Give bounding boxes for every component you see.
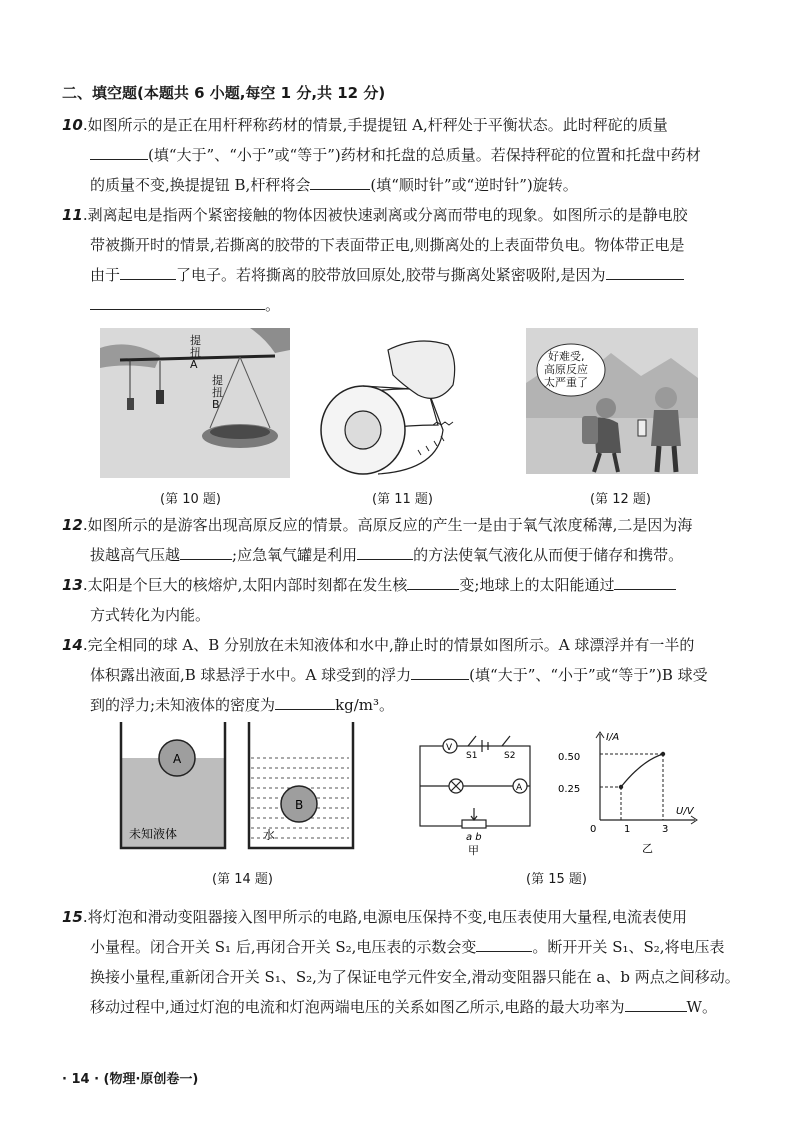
ball-b-label: B	[295, 798, 304, 812]
rheostat-symbol	[462, 820, 486, 828]
answer-blank[interactable]	[357, 545, 413, 560]
oxygen-can	[638, 420, 646, 436]
q14-line2a: 体积露出液面,B 球悬浮于水中。A 球受到的浮力	[90, 666, 412, 684]
switch-s2	[502, 736, 510, 746]
answer-blank[interactable]	[614, 575, 676, 590]
question-number: 12	[62, 516, 83, 534]
question-13	[62, 570, 762, 630]
x-tick-label: 1	[624, 824, 631, 835]
data-point	[661, 752, 665, 756]
figure-10-photo	[100, 328, 290, 478]
x-tick-label: 3	[662, 824, 669, 835]
q12-line2b: ;应急氧气罐是利用	[232, 546, 358, 564]
q11-line3b: 了电子。若将撕离的胶带放回原处,胶带与撕离处紧密吸附,是因为	[176, 266, 606, 284]
q11-line1: .剥离起电是指两个紧密接触的物体因被快速剥离或分离而带电的现象。如图所示的是静电胶	[82, 206, 688, 224]
circuit-diagram	[420, 736, 530, 828]
q11-line2: 带被撕开时的情景,若撕离的胶带的下表面带正电,则撕离处的上表面带负电。物体带正电是	[90, 236, 685, 254]
q14-line3a: 到的浮力;未知液体的密度为	[90, 696, 276, 714]
q14-line2b: (填“大于”、“小于”或“等于”)B 球受	[469, 666, 708, 684]
liquid-label: 未知液体	[129, 827, 178, 841]
data-point	[619, 785, 623, 789]
y-axis-label: I/A	[606, 732, 620, 743]
ammeter-label: A	[516, 783, 523, 793]
steelyard-weight	[156, 390, 164, 404]
label-a: 提扭 A	[190, 334, 201, 371]
q14-line3b: kg/m³。	[335, 696, 395, 714]
q14-line1: .完全相同的球 A、B 分别放在未知液体和水中,静止时的情景如图所示。A 球漂浮并有一半的	[82, 636, 695, 654]
q15-line1: .将灯泡和滑动变阻器接入图甲所示的电路,电源电压保持不变,电压表使用大量程,电流表使用	[82, 908, 687, 926]
yi-label: 乙	[642, 842, 653, 855]
figure-15-svg	[410, 728, 710, 858]
figure-12-cartoon	[526, 328, 698, 474]
q15-line3: 换接小量程,重新闭合开关 S₁、S₂,为了保证电学元件安全,滑动变阻器只能在 a、b 两点之间移动。	[90, 968, 740, 986]
q15-line4b: W。	[686, 998, 717, 1016]
x-tick-label: 0	[590, 824, 597, 835]
y-tick-label: 0.25	[558, 784, 581, 795]
label-b: 提扭 B	[212, 374, 223, 411]
question-number: 13	[62, 576, 83, 594]
jia-label: 甲	[468, 844, 479, 857]
page-footer: · 14 · (物理·原创卷一)	[62, 1072, 199, 1087]
figure-14-beakers	[115, 722, 365, 862]
bubble-text: 好难受, 高原反应 太严重了	[544, 350, 588, 389]
answer-blank[interactable]	[120, 265, 176, 280]
answer-blank[interactable]	[275, 695, 335, 710]
s2-label: S2	[504, 751, 516, 761]
q15-line4a: 移动过程中,通过灯泡的电流和灯泡两端电压的关系如图乙所示,电路的最大功率为	[90, 998, 625, 1016]
q10-line1: .如图所示的是正在用杆秤称药材的情景,手提提钮 A,杆秤处于平衡状态。此时秤砣的质量	[82, 116, 668, 134]
section-title: 二、填空题(本题共 6 小题,每空 1 分,共 12 分)	[62, 84, 386, 102]
figure-11-caption: (第 11 题)	[372, 492, 433, 507]
q11-line3a: 由于	[90, 266, 121, 284]
figure-15	[410, 728, 710, 858]
question-15	[62, 902, 762, 1022]
answer-blank[interactable]	[625, 997, 687, 1012]
answer-blank[interactable]	[180, 545, 232, 560]
answer-blank[interactable]	[411, 665, 469, 680]
helper-head	[655, 387, 677, 409]
tourist-head	[596, 398, 616, 418]
question-number: 14	[62, 636, 83, 654]
water-label: 水	[263, 828, 276, 842]
q13-line2: 方式转化为内能。	[90, 606, 211, 624]
q12-line1: .如图所示的是游客出现高原反应的情景。高原反应的产生一是由于氧气浓度稀薄,二是因为海	[82, 516, 693, 534]
q15-line2a: 小量程。闭合开关 S₁ 后,再闭合开关 S₂,电压表的示数会变	[90, 938, 477, 956]
iu-curve	[621, 754, 663, 787]
q10-line2: (填“大于”、“小于”或“等于”)药材和托盘的总质量。若保持秤砣的位置和托盘中药材	[148, 146, 701, 164]
answer-blank[interactable]	[90, 145, 148, 160]
voltmeter-label: V	[446, 743, 453, 753]
iu-graph	[558, 732, 697, 855]
figure-15-caption: (第 15 题)	[526, 872, 587, 887]
question-number: 11	[62, 206, 83, 224]
ab-label: a b	[466, 832, 482, 843]
figure-11-drawing	[318, 330, 488, 478]
question-11	[62, 200, 762, 320]
question-14	[62, 630, 762, 720]
x-axis-label: U/V	[676, 806, 694, 817]
q15-line2b: 。断开开关 S₁、S₂,将电压表	[532, 938, 725, 956]
question-10	[62, 110, 762, 200]
answer-blank[interactable]	[606, 265, 684, 280]
q13-line1a: .太阳是个巨大的核熔炉,太阳内部时刻都在发生核	[82, 576, 408, 594]
ball-a-label: A	[173, 752, 182, 766]
q12-line2a: 拔越高气压越	[90, 546, 181, 564]
y-tick-label: 0.50	[558, 752, 581, 763]
question-number: 10	[62, 116, 83, 134]
answer-blank[interactable]	[90, 295, 265, 310]
q10-line3a: 的质量不变,换提提钮 B,杆秤将会	[90, 176, 311, 194]
switch-s1	[468, 736, 476, 746]
figure-14-caption: (第 14 题)	[212, 872, 273, 887]
s1-label: S1	[466, 751, 478, 761]
figure-10-caption: (第 10 题)	[160, 492, 221, 507]
answer-blank[interactable]	[476, 937, 532, 952]
q12-line2c: 的方法使氧气液化从而便于储存和携带。	[413, 546, 684, 564]
answer-blank[interactable]	[310, 175, 370, 190]
q11-line4: 。	[265, 296, 281, 314]
question-12	[62, 510, 762, 570]
figure-12-caption: (第 12 题)	[590, 492, 651, 507]
question-number: 15	[62, 908, 83, 926]
q13-line1b: 变;地球上的太阳能通过	[459, 576, 615, 594]
q10-line3b: (填“顺时针”或“逆时针”)旋转。	[370, 176, 578, 194]
answer-blank[interactable]	[407, 575, 459, 590]
